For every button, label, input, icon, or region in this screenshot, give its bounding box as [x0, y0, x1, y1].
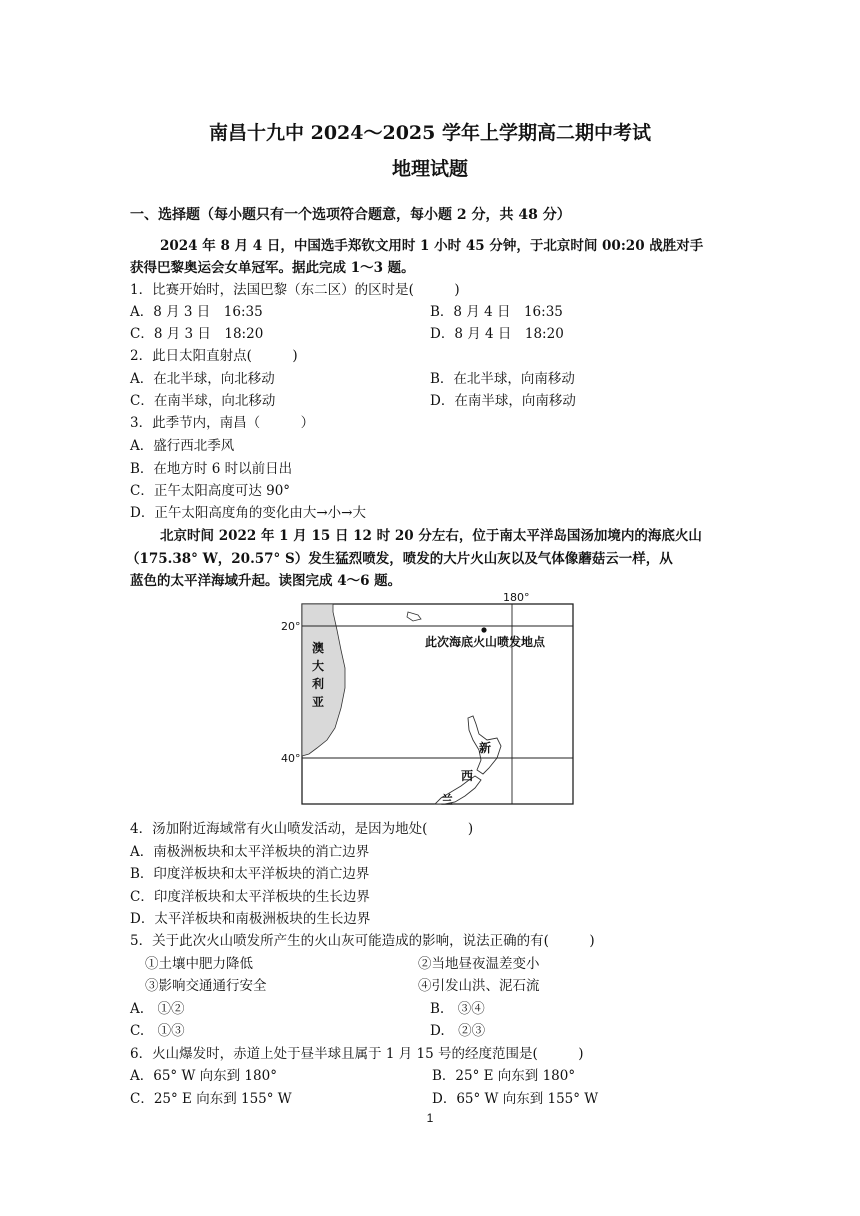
passage2-line3: 蓝色的太平洋海域升起。读图完成 4～6 题。	[130, 573, 402, 589]
q6-option-d: D．65° W 向东到 155° W	[432, 1091, 599, 1107]
q4-option-d: D．太平洋板块和南极洲板块的生长边界	[130, 911, 371, 927]
q3-option-d: D．正午太阳高度角的变化由大→小→大	[130, 505, 366, 521]
q5-option-c: C. ①③	[130, 1023, 185, 1039]
q3-option-c: C．正午太阳高度可达 90°	[130, 483, 291, 499]
q1-option-c: C．8 月 3 日 18:20	[130, 326, 264, 342]
passage2-line2: （175.38° W，20.57° S）发生猛烈喷发，喷发的大片火山灰以及气体像蘑菇云一样，从	[126, 551, 673, 567]
q5-option-b: B. ③④	[430, 1001, 485, 1017]
q2-option-c: C．在南半球，向北移动	[130, 393, 276, 409]
q6-option-a: A．65° W 向东到 180°	[130, 1068, 277, 1084]
australia-label-4: 亚	[312, 695, 325, 709]
q5-statement-3: ③影响交通通行安全	[145, 978, 267, 994]
tonga-volcano-map	[275, 590, 580, 808]
q3-stem: 3．此季节内，南昌（ ）	[130, 415, 315, 431]
newzealand-label-2: 西	[461, 769, 474, 783]
q5-stem: 5．关于此次火山喷发所产生的火山灰可能造成的影响，说法正确的有( )	[130, 933, 595, 949]
q4-option-b: B．印度洋板块和太平洋板块的消亡边界	[130, 866, 370, 882]
q6-option-c: C．25° E 向东到 155° W	[130, 1091, 292, 1107]
newzealand-label-1: 新	[479, 741, 492, 755]
latitude-label-40: 40°	[281, 752, 301, 765]
q3-option-a: A．盛行西北季风	[130, 438, 235, 454]
q3-option-b: B．在地方时 6 时以前日出	[130, 461, 293, 477]
q6-stem: 6．火山爆发时，赤道上处于昼半球且属于 1 月 15 号的经度范围是( )	[130, 1046, 584, 1062]
q4-option-a: A．南极洲板块和太平洋板块的消亡边界	[130, 844, 370, 860]
q2-option-b: B．在北半球，向南移动	[430, 371, 575, 387]
q2-stem: 2．此日太阳直射点( )	[130, 348, 298, 364]
q6-option-b: B．25° E 向东到 180°	[432, 1068, 576, 1084]
latitude-label-20: 20°	[281, 620, 301, 633]
passage1-line1: 2024 年 8 月 4 日，中国选手郑钦文用时 1 小时 45 分钟，于北京时间 00:20 战胜对手	[160, 238, 704, 254]
q5-option-a: A. ①②	[130, 1001, 185, 1017]
australia-label-2: 大	[312, 659, 325, 673]
volcano-label: 此次海底火山喷发地点	[425, 635, 546, 649]
exam-subtitle: 地理试题	[391, 158, 468, 180]
q5-option-d: D. ②③	[430, 1023, 486, 1039]
q5-statement-4: ④引发山洪、泥石流	[418, 978, 540, 994]
q1-option-b: B．8 月 4 日 16:35	[430, 304, 563, 320]
passage2-line1: 北京时间 2022 年 1 月 15 日 12 时 20 分左右，位于南太平洋岛国汤加境内的海底火山	[160, 528, 702, 544]
q1-option-d: D．8 月 4 日 18:20	[430, 326, 564, 342]
australia-label-1: 澳	[312, 641, 325, 655]
q1-stem: 1．比赛开始时，法国巴黎（东二区）的区时是( )	[130, 282, 460, 298]
q2-option-d: D．在南半球，向南移动	[430, 393, 576, 409]
q2-option-a: A．在北半球，向北移动	[130, 371, 275, 387]
section-heading: 一、选择题（每小题只有一个选项符合题意，每小题 2 分，共 48 分）	[130, 207, 571, 223]
longitude-label-180: 180°	[503, 591, 530, 604]
q5-statement-1: ①土壤中肥力降低	[145, 956, 253, 972]
australia-label-3: 利	[312, 677, 325, 691]
q4-option-c: C．印度洋板块和太平洋板块的生长边界	[130, 889, 370, 905]
page-number: 1	[426, 1111, 434, 1125]
q4-stem: 4．汤加附近海域常有火山喷发活动，是因为地处( )	[130, 821, 474, 837]
volcano-point-marker	[481, 627, 486, 632]
newzealand-label-3: 兰	[441, 793, 454, 807]
exam-title: 南昌十九中 2024～2025 学年上学期高二期中考试	[209, 122, 651, 144]
q5-statement-2: ②当地昼夜温差变小	[418, 956, 540, 972]
map-frame	[302, 604, 573, 804]
q1-option-a: A．8 月 3 日 16:35	[130, 304, 263, 320]
passage1-line2: 获得巴黎奥运会女单冠军。据此完成 1～3 题。	[130, 260, 415, 276]
